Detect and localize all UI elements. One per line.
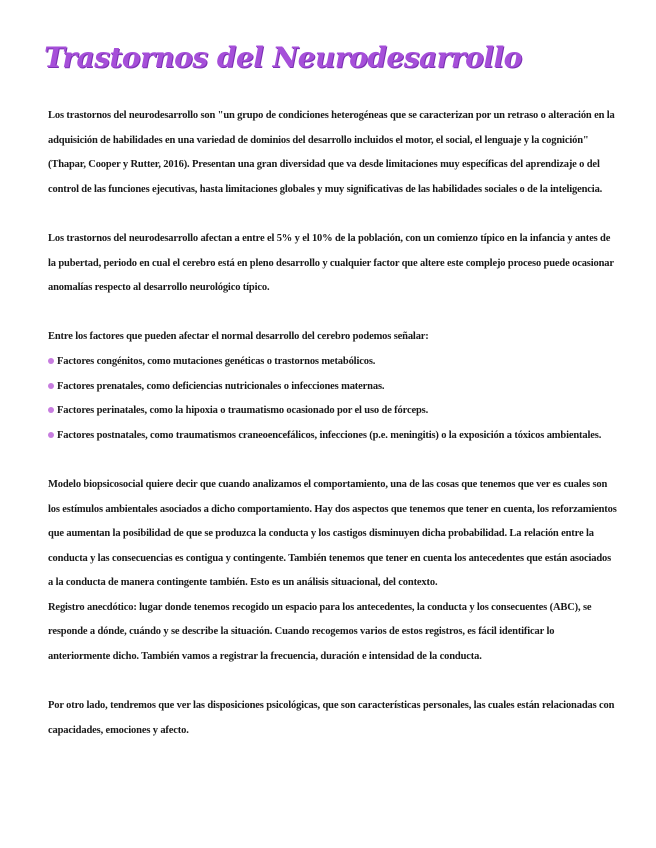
list-item: Factores congénitos, como mutaciones genéticas o trastornos metabólicos. xyxy=(48,350,618,375)
paragraph-spacer xyxy=(48,448,618,473)
paragraph-spacer xyxy=(48,202,618,227)
registry-paragraph: Registro anecdótico: lugar donde tenemos recogido un espacio para los antecedentes, la conducta y los consecuentes (ABC), se responde a dónde, cuándo y se describe la situación. Cuando recogemos varios de estos registros, es fácil identificar lo anteriormente dicho. También vamos a registrar la frecuencia, duración e intensidad de la conducta. xyxy=(48,601,592,663)
closing-paragraph: Por otro lado, tendremos que ver las disposiciones psicológicas, que son características personales, las cuales están relacionadas con capacidades, emociones y afecto. xyxy=(48,700,615,736)
page-title: Trastornos del Neurodesarrollo xyxy=(44,41,522,74)
factors-intro-paragraph: Entre los factores que pueden afectar el normal desarrollo del cerebro podemos señalar: xyxy=(48,331,429,343)
list-item: Factores prenatales, como deficiencias nutricionales o infecciones maternas. xyxy=(48,375,618,400)
list-item: Factores postnatales, como traumatismos craneoencefálicos, infecciones (p.e. meningitis) o la exposición a tóxicos ambientales. xyxy=(48,424,618,449)
paragraph-spacer xyxy=(48,670,618,695)
model-paragraph: Modelo biopsicosocial quiere decir que cuando analizamos el comportamiento, una de las cosas que tenemos que ver es cuales son los estímulos ambientales asociados a dicho comportamiento. Hay dos aspectos que tenemos que tener en cuenta, los reforzamientos que aumentan la posibilidad de que se produzca la conducta y los castigos disminuyen dicha probabilidad. La relación entre la conducta y las consecuencias es contigua y contingente. También tenemos que tener en cuenta los antecedentes que están asociados a la conducta de manera contingente también. Esto es un análisis situacional, del contexto. xyxy=(48,478,617,589)
intro-paragraph: Los trastornos del neurodesarrollo son "un grupo de condiciones heterogéneas que se caracterizan por un retraso o alteración en la adquisición de habilidades en una variedad de dominios del desarrollo incluidos el motor, el social, el lenguaje y la cognición" (Thapar, Cooper y Rutter, 2016). Presentan una gran diversidad que va desde limitaciones muy específicas del aprendizaje o del control de las funciones ejecutivas, hasta limitaciones globales y muy significativas de las habilidades sociales o de la inteligencia. xyxy=(48,110,615,195)
factors-list xyxy=(48,350,618,448)
paragraph-spacer xyxy=(48,301,618,326)
list-item: Factores perinatales, como la hipoxia o traumatismo ocasionado por el uso de fórceps. xyxy=(48,399,618,424)
prevalence-paragraph: Los trastornos del neurodesarrollo afectan a entre el 5% y el 10% de la población, con un comienzo típico en la infancia y antes de la pubertad, periodo en cual el cerebro está en pleno desarrollo y cualquier factor que altere este complejo proceso puede ocasionar anomalías respecto al desarrollo neurológico típico. xyxy=(48,232,614,294)
document-body xyxy=(48,104,618,743)
